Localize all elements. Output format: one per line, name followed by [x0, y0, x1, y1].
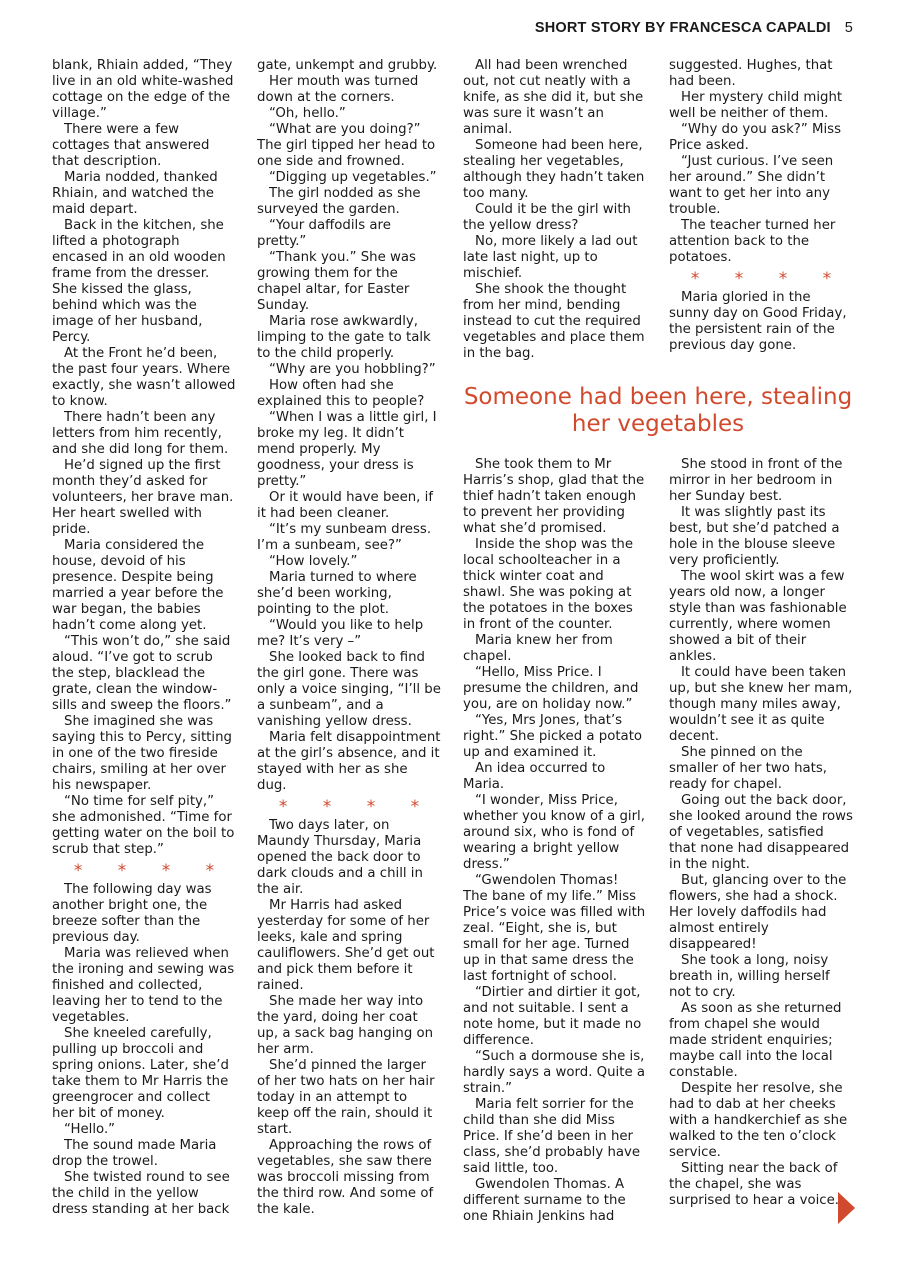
paragraph: “Such a dormouse she is, hardly says a word. Quite a strain.”	[463, 1049, 646, 1096]
paragraph: “I wonder, Miss Price, whether you know of a girl, around six, who is fond of wearing a bright yellow dress.”	[463, 793, 645, 872]
paragraph: But, glancing over to the flowers, she had a shock. Her lovely daffodils had almost entirely disappeared!	[669, 873, 847, 952]
paragraph: Maria felt sorrier for the child than she did Miss Price. If she’d been in her class, she’d probably have said little, too.	[463, 1097, 641, 1176]
paragraph: She took a long, noisy breath in, willing herself not to cry.	[669, 953, 830, 1000]
triangle-right-icon	[838, 1192, 855, 1224]
column-2	[257, 58, 441, 1218]
paragraph: Could it be the girl with the yellow dress?	[463, 202, 631, 233]
paragraph: “Digging up vegetables.”	[269, 170, 437, 185]
paragraph: suggested. Hughes, that had been.	[669, 58, 833, 89]
paragraph: “Gwendolen Thomas! The bane of my life.” Miss Price’s voice was filled with zeal. “Eight, she is, but small for her age. Turned up in that same dress the last fortnight of school.	[463, 873, 646, 984]
paragraph: Maria nodded, thanked Rhiain, and watched the maid depart.	[52, 170, 218, 217]
paragraph: She made her way into the yard, doing her coat up, a sack bag hanging on her arm.	[257, 994, 434, 1057]
paragraph: She shook the thought from her mind, bending instead to cut the required vegetables and place them in the bag.	[463, 282, 645, 361]
paragraph: Maria gloried in the sunny day on Good Friday, the persistent rain of the previous day gone.	[669, 290, 847, 353]
paragraph: “No time for self pity,” she admonished. “Time for getting water on the boil to scrub that step.”	[52, 794, 235, 857]
paragraph: Approaching the rows of vegetables, she saw there was broccoli missing from the third row. And some of the kale.	[257, 1138, 434, 1217]
paragraph: She took them to Mr Harris’s shop, glad that the thief hadn’t taken enough to prevent her providing what she’d promised.	[463, 457, 645, 536]
page-header	[535, 20, 853, 36]
pull-quote: Someone had been here, stealing her vegetables	[463, 384, 853, 437]
paragraph: He’d signed up the first month they’d asked for volunteers, her brave man. Her heart swelled with pride.	[52, 458, 234, 537]
paragraph: “Oh, hello.”	[269, 106, 346, 121]
paragraph: All had been wrenched out, not cut neatly with a knife, as she did it, but she was sure it wasn’t an animal.	[463, 58, 644, 137]
paragraph: It could have been taken up, but she knew her mam, though many miles away, wouldn’t see it as quite decent.	[669, 665, 853, 744]
column-4-top	[669, 58, 853, 354]
paragraph: Maria rose awkwardly, limping to the gate to talk to the child properly.	[257, 314, 431, 361]
paragraph: There hadn’t been any letters from him recently, and she did long for them.	[52, 410, 229, 457]
section-break-stars: * * * *	[278, 797, 435, 817]
paragraph: “How lovely.”	[269, 554, 358, 569]
paragraph: Sitting near the back of the chapel, she was surprised to hear a voice.	[669, 1161, 840, 1208]
paragraph: How often had she explained this to people?	[257, 378, 425, 409]
paragraph: Gwendolen Thomas. A different surname to the one Rhiain Jenkins had	[463, 1177, 626, 1224]
paragraph: “Just curious. I’ve seen her around.” She didn’t want to get her into any trouble.	[669, 154, 834, 217]
paragraph: Despite her resolve, she had to dab at her cheeks with a handkerchief as she walked to the ten o’clock service.	[669, 1081, 848, 1160]
paragraph: She looked back to find the girl gone. There was only a voice singing, “I’ll be a sunbeam”, and a vanishing yellow dress.	[257, 650, 441, 729]
paragraph: “Why do you ask?” Miss Price asked.	[669, 122, 841, 153]
section-break-stars: * * * *	[690, 269, 847, 289]
paragraph: The sound made Maria drop the trowel.	[52, 1138, 217, 1169]
paragraph: Maria knew her from chapel.	[463, 633, 613, 664]
paragraph: Maria felt disappointment at the girl’s absence, and it stayed with her as she dug.	[257, 730, 441, 793]
paragraph: Maria considered the house, devoid of his presence. Despite being married a year before the war began, the babies hadn’t come along yet.	[52, 538, 224, 633]
paragraph: “Thank you.” She was growing them for the chapel altar, for Easter Sunday.	[257, 250, 416, 313]
paragraph: Inside the shop was the local schoolteacher in a thick winter coat and shawl. She was poking at the potatoes in the boxes in front of the counter.	[463, 537, 634, 632]
paragraph: She twisted round to see the child in the yellow dress standing at her back	[52, 1170, 230, 1217]
paragraph: Two days later, on Maundy Thursday, Maria opened the back door to dark clouds and a chill in the air.	[257, 818, 423, 897]
story-title: SHORT STORY BY FRANCESCA CAPALDI	[534, 20, 831, 36]
paragraph: Mr Harris had asked yesterday for some of her leeks, kale and spring cauliflowers. She’d get out and pick them before it rained.	[257, 898, 435, 993]
paragraph: “Why are you hobbling?”	[269, 362, 436, 377]
column-3-top	[463, 58, 647, 362]
paragraph: “Would you like to help me? It’s very –”	[257, 618, 424, 649]
paragraph: She’d pinned the larger of her two hats on her hair today in an attempt to keep off the rain, should it start.	[257, 1058, 435, 1137]
page-number: 5	[844, 20, 853, 36]
paragraph: “Yes, Mrs Jones, that’s right.” She picked a potato up and examined it.	[463, 713, 643, 760]
paragraph: “Hello.”	[64, 1122, 116, 1137]
paragraph: She kneeled carefully, pulling up broccoli and spring onions. Later, she’d take them to Mr Harris the greengrocer and collect her bit of money.	[52, 1026, 229, 1121]
paragraph: As soon as she returned from chapel she would made strident enquiries; maybe call into the local constable.	[669, 1001, 842, 1080]
paragraph: Maria was relieved when the ironing and sewing was finished and collected, leaving her to tend to the vegetables.	[52, 946, 235, 1025]
paragraph: She imagined she was saying this to Percy, sitting in one of the two fireside chairs, smiling at her over his newspaper.	[52, 714, 232, 793]
paragraph: gate, unkempt and grubby.	[257, 58, 438, 73]
paragraph: “It’s my sunbeam dress. I’m a sunbeam, see?”	[257, 522, 432, 553]
paragraph: Her mouth was turned down at the corners.	[257, 74, 419, 105]
paragraph: The following day was another bright one, the breeze softer than the previous day.	[52, 882, 212, 945]
paragraph: “Your daffodils are pretty.”	[257, 218, 391, 249]
paragraph: The girl nodded as she surveyed the garden.	[257, 186, 421, 217]
paragraph: “Dirtier and dirtier it got, and not suitable. I sent a note home, but it made no difference.	[463, 985, 642, 1048]
column-3-bottom	[463, 457, 647, 1225]
paragraph: No, more likely a lad out late last night, up to mischief.	[463, 234, 638, 281]
paragraph: Or it would have been, if it had been cleaner.	[257, 490, 434, 521]
paragraph: Someone had been here, stealing her vegetables, although they hadn’t taken too many.	[463, 138, 645, 201]
paragraph: Maria turned to where she’d been working, pointing to the plot.	[257, 570, 417, 617]
paragraph: She pinned on the smaller of her two hats, ready for chapel.	[669, 745, 828, 792]
paragraph: At the Front he’d been, the past four years. Where exactly, she wasn’t allowed to know.	[52, 346, 236, 409]
paragraph: The wool skirt was a few years old now, a longer style than was fashionable currently, where women showed a bit of their ankles.	[669, 569, 847, 664]
paragraph: She stood in front of the mirror in her bedroom in her Sunday best.	[669, 457, 843, 504]
column-1	[52, 58, 236, 1218]
paragraph: “Hello, Miss Price. I presume the children, and you, are on holiday now.”	[463, 665, 639, 712]
paragraph: blank, Rhiain added, “They live in an old white-washed cottage on the edge of the village.”	[52, 58, 234, 121]
paragraph: “This won’t do,” she said aloud. “I’ve got to scrub the step, blacklead the grate, clean the window-sills and sweep the floors.”	[52, 634, 232, 713]
paragraph: Going out the back door, she looked around the rows of vegetables, satisfied that none had disappeared in the night.	[669, 793, 853, 872]
paragraph: It was slightly past its best, but she’d patched a hole in the blouse sleeve very proficiently.	[669, 505, 840, 568]
paragraph: An idea occurred to Maria.	[463, 761, 606, 792]
paragraph: The teacher turned her attention back to the potatoes.	[669, 218, 836, 265]
paragraph: “When I was a little girl, I broke my leg. It didn’t mend properly. My goodness, your dress is pretty.”	[257, 410, 437, 489]
paragraph: “What are you doing?” The girl tipped her head to one side and frowned.	[257, 122, 436, 169]
paragraph: Her mystery child might well be neither of them.	[669, 90, 843, 121]
section-break-stars: * * * *	[73, 861, 230, 881]
column-4-bottom	[669, 457, 853, 1209]
paragraph: There were a few cottages that answered that description.	[52, 122, 210, 169]
paragraph: Back in the kitchen, she lifted a photograph encased in an old wooden frame from the dresser. She kissed the glass, behind which was the image of her husband, Percy.	[52, 218, 226, 345]
